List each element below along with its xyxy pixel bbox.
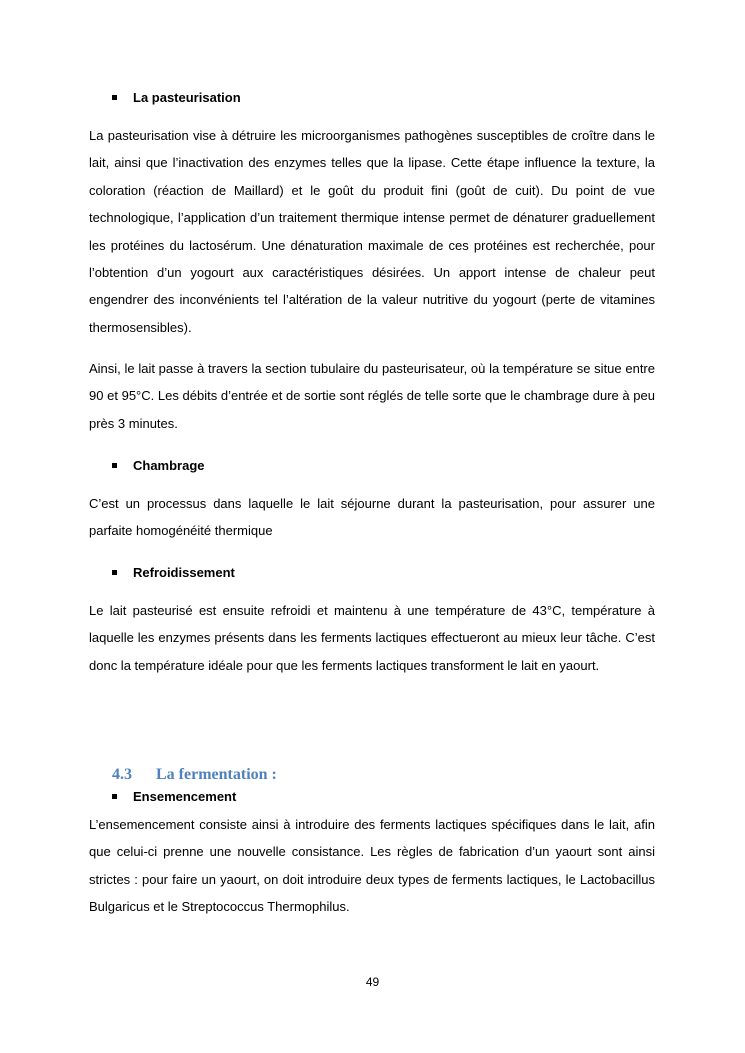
paragraph-pasteurisation-1: La pasteurisation vise à détruire les microorganismes pathogènes susceptibles de croître dans le lait, ainsi que l’inactivation des enzymes telles que la lipase. Cette étape influence la texture, la coloration (réaction de Maillard) et le goût du produit fini (goût de cuit). Du point de vue technologique, l’application d’un traitement thermique intense permet de dénaturer graduellement les protéines du lactosérum. Une dénaturation maximale de ces protéines est recherchée, pour l’obtention d’un yogourt aux caractéristiques désirées. Un apport intense de chaleur peut engendrer des inconvénients tel l’altération de la valeur nutritive du yogourt (perte de vitamines thermosensibles). bbox=[89, 128, 655, 335]
paragraph-chambrage: C’est un processus dans laquelle le lait séjourne durant la pasteurisation, pour assurer une parfaite homogénéité thermique bbox=[89, 496, 655, 539]
section-number: 4.3 bbox=[112, 766, 132, 783]
bullet-square-icon bbox=[112, 95, 117, 100]
page-number: 49 bbox=[365, 975, 380, 989]
section-title: La fermentation : bbox=[156, 766, 277, 783]
paragraph-ensemencement: L’ensemencement consiste ainsi à introduire des ferments lactiques spécifiques dans le lait, afin que celui-ci prenne une nouvelle consistance. Les règles de fabrication d’un yaourt sont ainsi strictes : pour faire un yaourt, on doit introduire deux types de ferments lactiques, le Lactobacillus Bulgaricus et le Streptococcus Thermophilus. bbox=[89, 817, 655, 915]
bullet-square-icon bbox=[112, 463, 117, 468]
heading-refroidissement bbox=[112, 565, 235, 581]
heading-refroidissement-text: Refroidissement bbox=[133, 565, 235, 580]
heading-chambrage bbox=[112, 458, 205, 474]
heading-ensemencement bbox=[112, 789, 236, 805]
bullet-square-icon bbox=[112, 570, 117, 575]
heading-pasteurisation-text: La pasteurisation bbox=[133, 90, 241, 105]
heading-chambrage-text: Chambrage bbox=[133, 458, 205, 473]
bullet-square-icon bbox=[112, 794, 117, 799]
heading-pasteurisation bbox=[112, 90, 241, 106]
paragraph-refroidissement: Le lait pasteurisé est ensuite refroidi et maintenu à une température de 43°C, température à laquelle les enzymes présents dans les ferments lactiques effectueront au mieux leur tâche. C’est donc la température idéale pour que les ferments lactiques transforment le lait en yaourt. bbox=[89, 603, 655, 673]
paragraph-pasteurisation-2: Ainsi, le lait passe à travers la section tubulaire du pasteurisateur, où la température se situe entre 90 et 95°C. Les débits d’entrée et de sortie sont réglés de telle sorte que le chambrage dure à peu près 3 minutes. bbox=[89, 361, 655, 431]
section-heading-fermentation bbox=[112, 766, 277, 784]
heading-ensemencement-text: Ensemencement bbox=[133, 789, 237, 804]
